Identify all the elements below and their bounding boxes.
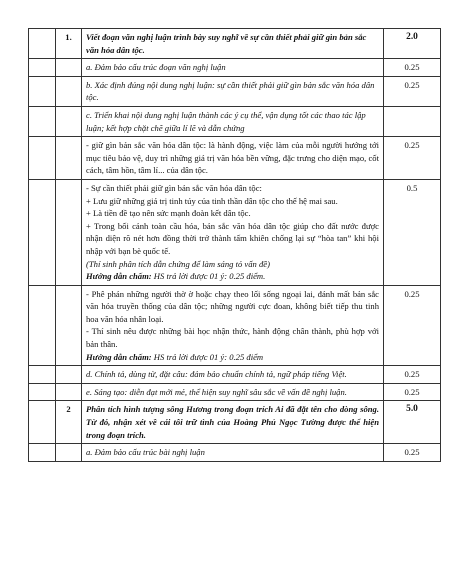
- blank-cell: [29, 59, 56, 77]
- content-block: [82, 179, 384, 285]
- criterion-row: [29, 106, 441, 136]
- question-score: 5.0: [384, 401, 441, 444]
- blank-cell: [56, 366, 82, 384]
- blank-cell: [29, 137, 56, 180]
- content-score: 0.25: [384, 137, 441, 180]
- content-row: [29, 137, 441, 180]
- content-line: + Lưu giữ những giá trị tinh túy của tinh thần dân tộc cho thế hệ mai sau.: [86, 195, 338, 206]
- blank-cell: [56, 383, 82, 401]
- criterion-row: [29, 383, 441, 401]
- blank-cell: [56, 106, 82, 136]
- blank-cell: [29, 106, 56, 136]
- question-number: 1.: [56, 29, 82, 59]
- content-line: - Phê phán những người thờ ờ hoặc chạy theo lối sống ngoại lai, đánh mất bản sắc văn hóa truyền thống của dân tộc; những người cực đoan, không biết tiếp thu tinh hoa văn hóa nhân loại.: [86, 288, 379, 324]
- blank-cell: [29, 444, 56, 462]
- content-line: - Thí sinh nêu được những bài học nhận thức, hành động chân thành, phù hợp với bản thân.: [86, 326, 379, 350]
- grading-guide-label: Hướng dẫn chấm:: [86, 351, 152, 362]
- question-row: [29, 401, 441, 444]
- blank-cell: [29, 179, 56, 285]
- question-row: [29, 29, 441, 59]
- criterion-row: [29, 444, 441, 462]
- question-title: Viết đoạn văn nghị luận trình bày suy nghĩ về sự cần thiết phải giữ gìn bản sắc văn hóa dân tộc.: [82, 29, 384, 59]
- grading-guide: [86, 351, 379, 364]
- criterion-score: 0.25: [384, 59, 441, 77]
- question-score: 2.0: [384, 29, 441, 59]
- blank-cell: [384, 106, 441, 136]
- criterion-text: e. Sáng tạo: diễn đạt mới mẻ, thể hiện suy nghĩ sâu sắc về vấn đề nghị luận.: [82, 383, 384, 401]
- criterion-score: 0.25: [384, 366, 441, 384]
- grading-guide-label: Hướng dẫn chấm:: [86, 271, 152, 282]
- content-text: - giữ gìn bản sắc văn hóa dân tộc: là hành động, việc làm của mỗi người hướng tới mục tiêu bảo vệ, duy trì những giá trị văn hóa bền vững, đặc trưng cho diện mạo, cốt cách, tâm hồn, tâm lí... của dân tộc.: [82, 137, 384, 180]
- content-score: 0.25: [384, 285, 441, 366]
- blank-cell: [56, 137, 82, 180]
- criterion-row: [29, 59, 441, 77]
- content-line: + Là tiền đề tạo nên sức mạnh đoàn kết dân tộc.: [86, 208, 251, 219]
- criterion-score: 0.25: [384, 444, 441, 462]
- blank-cell: [56, 179, 82, 285]
- blank-cell: [56, 59, 82, 77]
- blank-cell: [29, 401, 56, 444]
- answer-key-table: [28, 28, 441, 462]
- content-block: [82, 285, 384, 366]
- criterion-row: [29, 76, 441, 106]
- grading-guide-text: HS trả lời được 01 ý: 0.25 điểm.: [151, 271, 266, 282]
- content-score: 0.5: [384, 179, 441, 285]
- question-title: Phân tích hình tượng sông Hương trong đoạn trích Ai đã đặt tên cho dòng sông. Từ đó, nhận xét về cái tôi trữ tình của Hoàng Phủ Ngọc Tường được thể hiện trong đoạn trích.: [82, 401, 384, 444]
- criterion-text: b. Xác định đúng nội dung nghị luận: sự cần thiết phải giữ gìn bản sắc văn hóa dân tộc.: [82, 76, 384, 106]
- criterion-score: 0.25: [384, 76, 441, 106]
- criterion-score: 0.25: [384, 383, 441, 401]
- blank-cell: [29, 29, 56, 59]
- content-line: - Sự cần thiết phải giữ gìn bản sắc văn hóa dân tộc:: [86, 182, 262, 193]
- blank-cell: [29, 366, 56, 384]
- blank-cell: [56, 444, 82, 462]
- criterion-row: [29, 366, 441, 384]
- criterion-text: c. Triển khai nội dung nghị luận thành các ý cụ thể, vận dụng tốt các thao tác lập luận; kết hợp chặt chẽ giữa lí lẽ và dẫn chứng: [82, 106, 384, 136]
- blank-cell: [56, 285, 82, 366]
- criterion-text: a. Đảm bảo cấu trúc bài nghị luận: [82, 444, 384, 462]
- content-row: [29, 285, 441, 366]
- blank-cell: [56, 76, 82, 106]
- content-note: (Thí sinh phân tích dẫn chứng để làm sáng tỏ vấn đề): [86, 258, 270, 269]
- criterion-text: a. Đảm bảo cấu trúc đoạn văn nghị luận: [82, 59, 384, 77]
- content-row: [29, 179, 441, 285]
- criterion-text: d. Chính tả, dùng từ, đặt câu: đảm bảo chuẩn chính tả, ngữ pháp tiếng Việt.: [82, 366, 384, 384]
- blank-cell: [29, 383, 56, 401]
- question-number: 2: [56, 401, 82, 444]
- blank-cell: [29, 285, 56, 366]
- grading-guide: [86, 270, 379, 283]
- content-line: + Trong bối cảnh toàn cầu hóa, bản sắc văn hóa dân tộc giúp cho đất nước được nhận diện rõ nét hơn đồng thời trở thành tấm khiên chống lại sự “hòa tan” khi hội nhập với bạn bè quốc tế.: [86, 220, 379, 256]
- blank-cell: [29, 76, 56, 106]
- grading-guide-text: HS trả lời được 01 ý: 0.25 điểm: [151, 351, 264, 362]
